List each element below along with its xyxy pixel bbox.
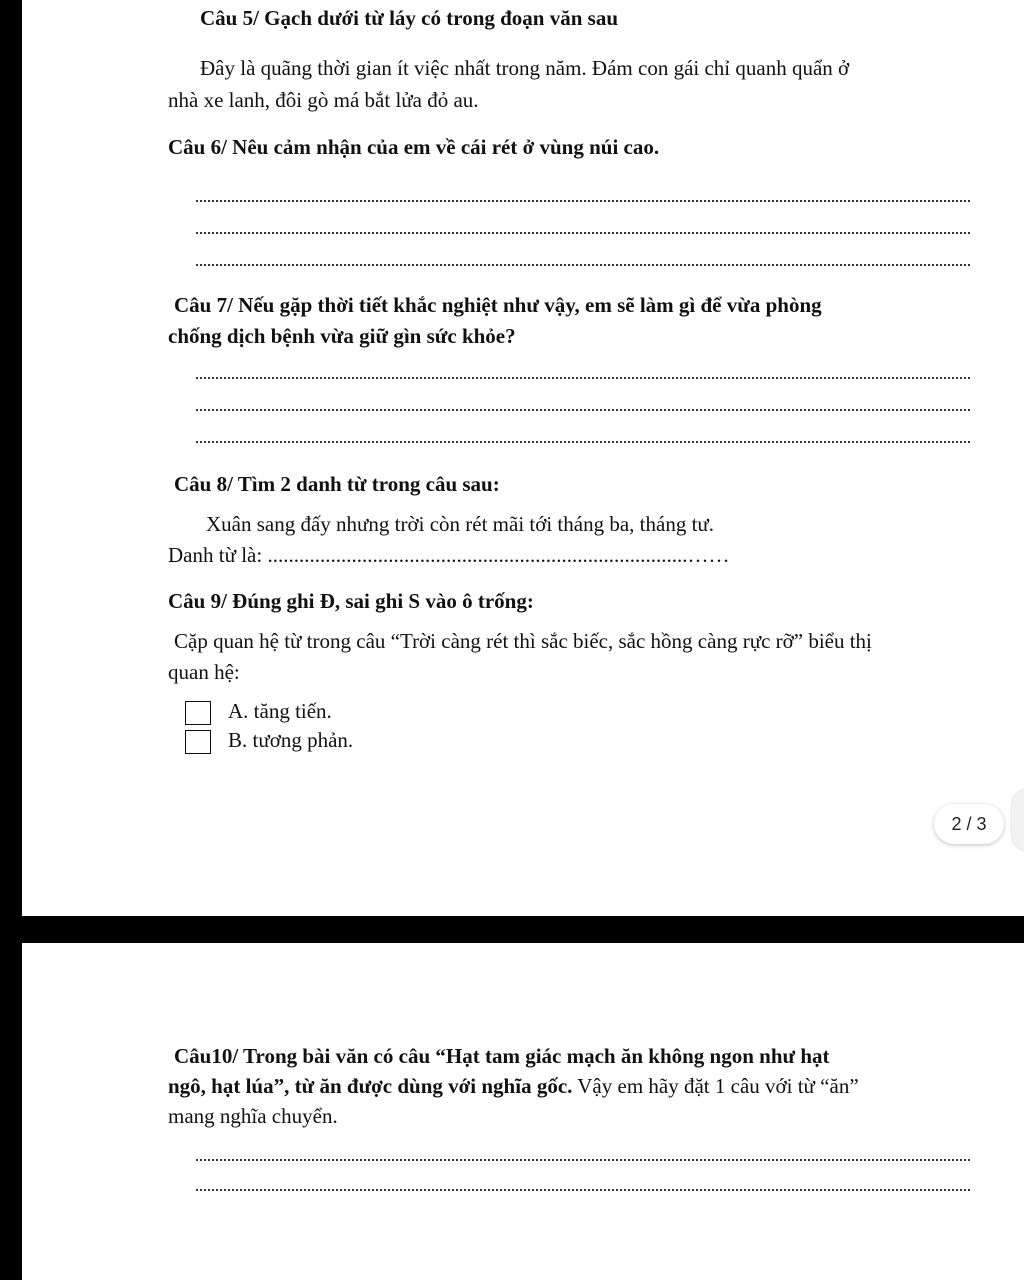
q6-answer-line-1[interactable] bbox=[196, 200, 970, 202]
q9-statement-line1: Cặp quan hệ từ trong câu “Trời càng rét thì sắc biếc, sắc hồng càng rực rỡ” biểu thị bbox=[174, 629, 872, 653]
q8-answer-field[interactable]: Danh từ là: ................................................................................…… bbox=[168, 543, 730, 567]
q10-answer-line-1[interactable] bbox=[196, 1159, 970, 1161]
scrollbar-handle[interactable] bbox=[1012, 790, 1024, 850]
q9-option-a-label: A. tăng tiến. bbox=[228, 699, 332, 723]
q10-title-line1: Câu10/ Trong bài văn có câu “Hạt tam giác mạch ăn không ngon như hạt bbox=[174, 1044, 830, 1068]
q8-sentence: Xuân sang đấy nhưng trời còn rét mãi tới tháng ba, tháng tư. bbox=[206, 512, 715, 536]
q10-line2-bold: ngô, hạt lúa”, từ ăn được dùng với nghĩa gốc. bbox=[168, 1074, 573, 1098]
q7-answer-line-2[interactable] bbox=[196, 409, 970, 411]
q7-answer-line-1[interactable] bbox=[196, 377, 970, 379]
q6-answer-line-3[interactable] bbox=[196, 264, 970, 266]
q6-title: Câu 6/ Nêu cảm nhận của em về cái rét ở vùng núi cao. bbox=[168, 135, 660, 159]
q10-line2-rest: Vậy em hãy đặt 1 câu với từ “ăn” bbox=[572, 1074, 859, 1098]
page-separator bbox=[0, 916, 1024, 943]
q7-title-line1: Câu 7/ Nếu gặp thời tiết khắc nghiệt như vậy, em sẽ làm gì để vừa phòng bbox=[174, 293, 822, 317]
q9-title: Câu 9/ Đúng ghi Đ, sai ghi S vào ô trống: bbox=[168, 589, 534, 613]
q9-statement-line2: quan hệ: bbox=[168, 660, 240, 684]
left-black-edge bbox=[0, 0, 22, 1280]
q10-title-line3: mang nghĩa chuyển. bbox=[168, 1104, 338, 1128]
q5-passage-line1: Đây là quãng thời gian ít việc nhất trong năm. Đám con gái chỉ quanh quẩn ở bbox=[200, 56, 850, 80]
q9-option-a-checkbox[interactable] bbox=[185, 701, 211, 725]
q9-option-b-label: B. tương phản. bbox=[228, 728, 354, 752]
page-indicator: 2 / 3 bbox=[934, 804, 1004, 844]
q7-title-line2: chống dịch bệnh vừa giữ gìn sức khỏe? bbox=[168, 324, 516, 348]
document-page-3[interactable] bbox=[22, 943, 1024, 1280]
q5-title: Câu 5/ Gạch dưới từ láy có trong đoạn văn sau bbox=[200, 6, 619, 30]
q7-answer-line-3[interactable] bbox=[196, 441, 970, 443]
q5-passage-line2: nhà xe lanh, đôi gò má bắt lửa đỏ au. bbox=[168, 88, 479, 112]
q9-option-b-checkbox[interactable] bbox=[185, 730, 211, 754]
q10-answer-line-2[interactable] bbox=[196, 1189, 970, 1191]
document-page-2[interactable] bbox=[22, 0, 1024, 916]
q8-title: Câu 8/ Tìm 2 danh từ trong câu sau: bbox=[174, 472, 500, 496]
q10-title-line2 bbox=[168, 1071, 859, 1101]
q6-answer-line-2[interactable] bbox=[196, 232, 970, 234]
